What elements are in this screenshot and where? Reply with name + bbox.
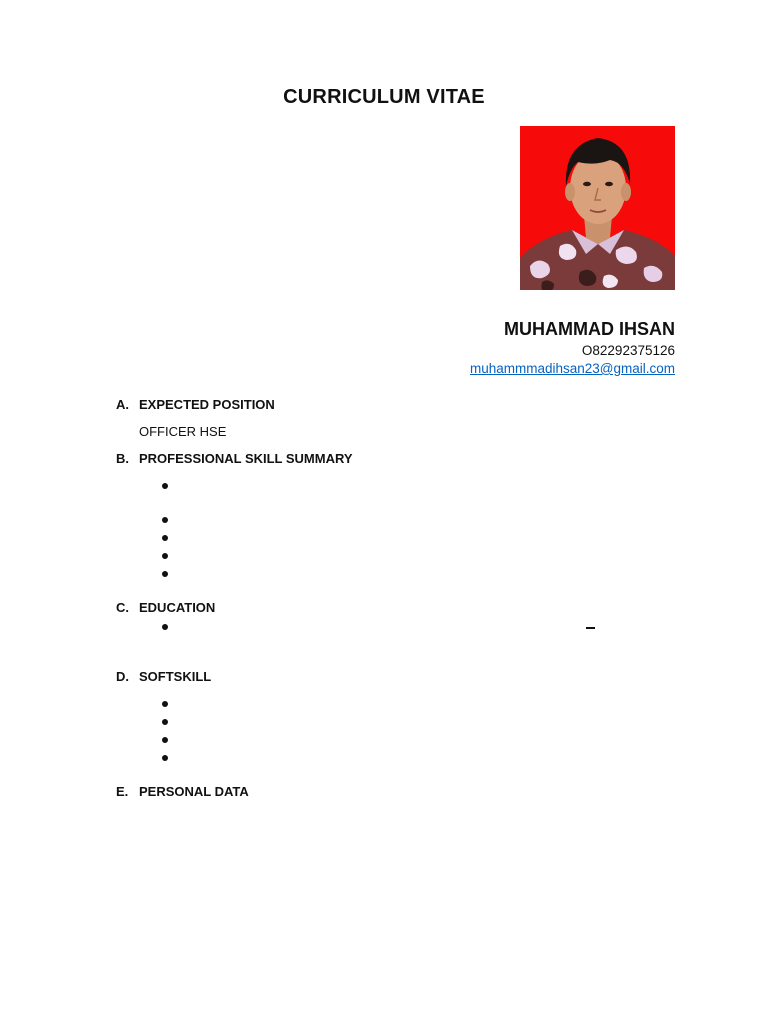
profile-photo xyxy=(520,126,675,290)
section-education xyxy=(116,600,215,615)
section-heading: SOFTSKILL xyxy=(139,669,212,684)
list-bullet xyxy=(160,481,170,491)
section-letter: D. xyxy=(116,669,129,684)
list-bullet xyxy=(160,622,170,632)
section-softskill xyxy=(116,669,211,684)
section-professional-skill-summary xyxy=(116,451,353,466)
section-personal-data xyxy=(116,784,249,799)
section-heading: PROFESSIONAL SKILL SUMMARY xyxy=(139,451,353,466)
list-bullet xyxy=(160,699,170,709)
list-bullet xyxy=(160,753,170,763)
document-title: CURRICULUM VITAE xyxy=(283,86,485,108)
section-heading: EXPECTED POSITION xyxy=(139,397,275,412)
section-letter: B. xyxy=(116,451,129,466)
section-letter: A. xyxy=(116,397,129,412)
applicant-name: MUHAMMAD IHSAN xyxy=(504,319,675,339)
list-bullet xyxy=(160,551,170,561)
list-bullet xyxy=(160,515,170,525)
section-heading: PERSONAL DATA xyxy=(139,784,249,799)
dash-mark xyxy=(586,627,595,629)
list-bullet xyxy=(160,717,170,727)
list-bullet xyxy=(160,735,170,745)
list-bullet xyxy=(160,569,170,579)
email-link[interactable]: muhammmadihsan23@gmail.com xyxy=(469,361,675,376)
expected-position-value: OFFICER HSE xyxy=(139,424,227,439)
section-expected-position xyxy=(116,397,275,412)
section-heading: EDUCATION xyxy=(139,600,216,615)
list-bullet xyxy=(160,533,170,543)
phone-number: O82292375126 xyxy=(581,343,675,358)
section-letter: E. xyxy=(116,784,129,799)
section-letter: C. xyxy=(116,600,129,615)
